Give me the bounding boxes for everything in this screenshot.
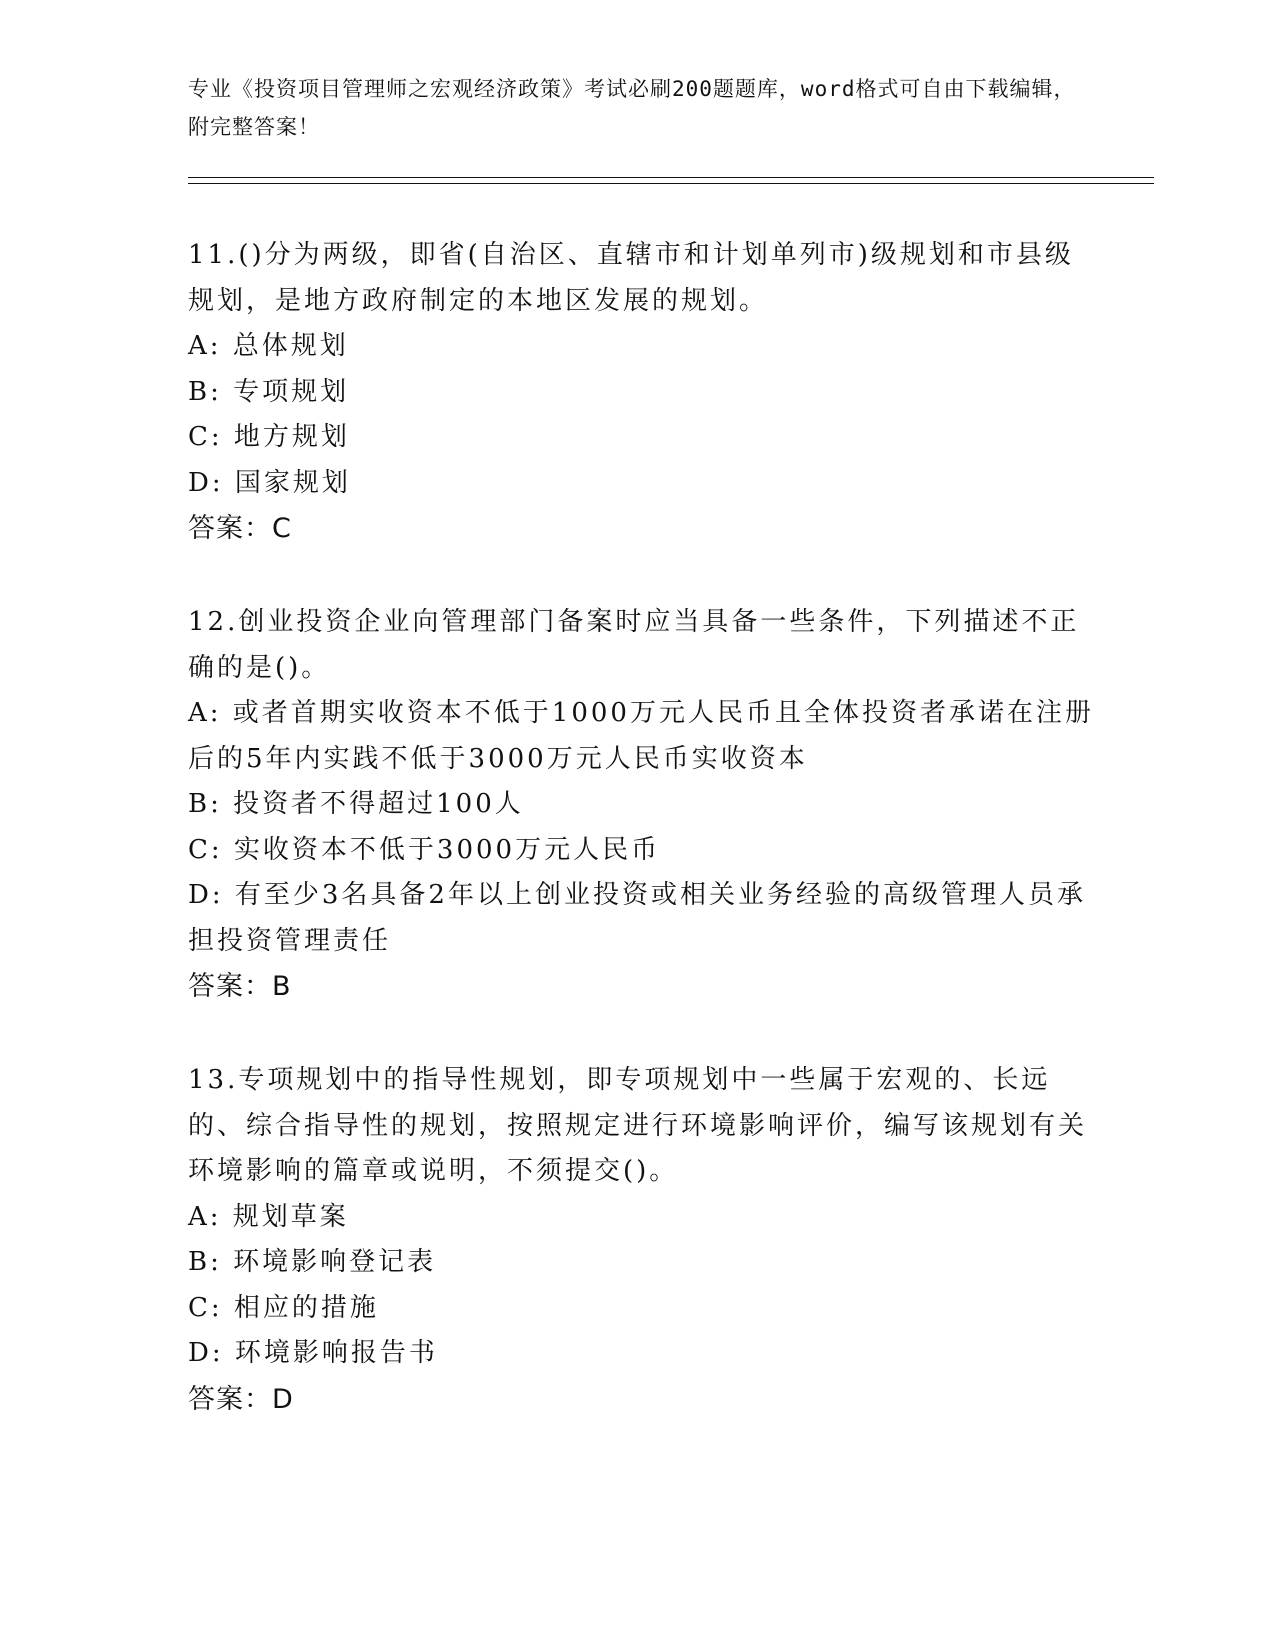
question-11 <box>188 233 1098 552</box>
option-c: C: 地方规划 <box>188 422 350 452</box>
option-a: A: 或者首期实收资本不低于1000万元人民币且全体投资者承诺在注册后的5年内实践不低于3000万元人民币实收资本 <box>188 698 1094 774</box>
option-d: D: 有至少3名具备2年以上创业投资或相关业务经验的高级管理人员承担投资管理责任 <box>188 880 1086 956</box>
option-b: B: 投资者不得超过100人 <box>188 789 524 819</box>
answer-line: 答案：D <box>188 1383 294 1415</box>
document-header: 专业《投资项目管理师之宏观经济政策》考试必刷200题题库，word格式可自由下载编辑，附完整答案！ <box>188 77 1076 139</box>
option-d: D: 国家规划 <box>188 467 351 498</box>
question-list <box>188 233 1098 1471</box>
question-stem: 11.()分为两级，即省(自治区、直辖市和计划单列市)级规划和市县级规划，是地方政府制定的本地区发展的规划。 <box>188 240 1074 316</box>
option-a: A: 规划草案 <box>188 1201 349 1232</box>
option-a: A: 总体规划 <box>188 331 349 361</box>
question-stem: 12.创业投资企业向管理部门备案时应当具备一些条件，下列描述不正确的是()。 <box>188 607 1080 683</box>
question-12 <box>188 600 1098 1010</box>
header-rule-bottom <box>188 183 1154 184</box>
question-stem: 13.专项规划中的指导性规划，即专项规划中一些属于宏观的、长远的、综合指导性的规划，按照规定进行环境影响评价，编写该规划有关环境影响的篇章或说明，不须提交()。 <box>188 1065 1088 1186</box>
option-b: B: 专项规划 <box>188 376 350 407</box>
header-rule-top <box>188 177 1154 178</box>
option-c: C: 实收资本不低于3000万元人民币 <box>188 834 661 865</box>
option-b: B: 环境影响登记表 <box>188 1247 437 1277</box>
answer-line: 答案：C <box>188 513 292 544</box>
option-c: C: 相应的措施 <box>188 1292 379 1323</box>
question-13 <box>188 1058 1098 1423</box>
option-d: D: 环境影响报告书 <box>188 1338 438 1368</box>
answer-line: 答案：B <box>188 971 292 1002</box>
